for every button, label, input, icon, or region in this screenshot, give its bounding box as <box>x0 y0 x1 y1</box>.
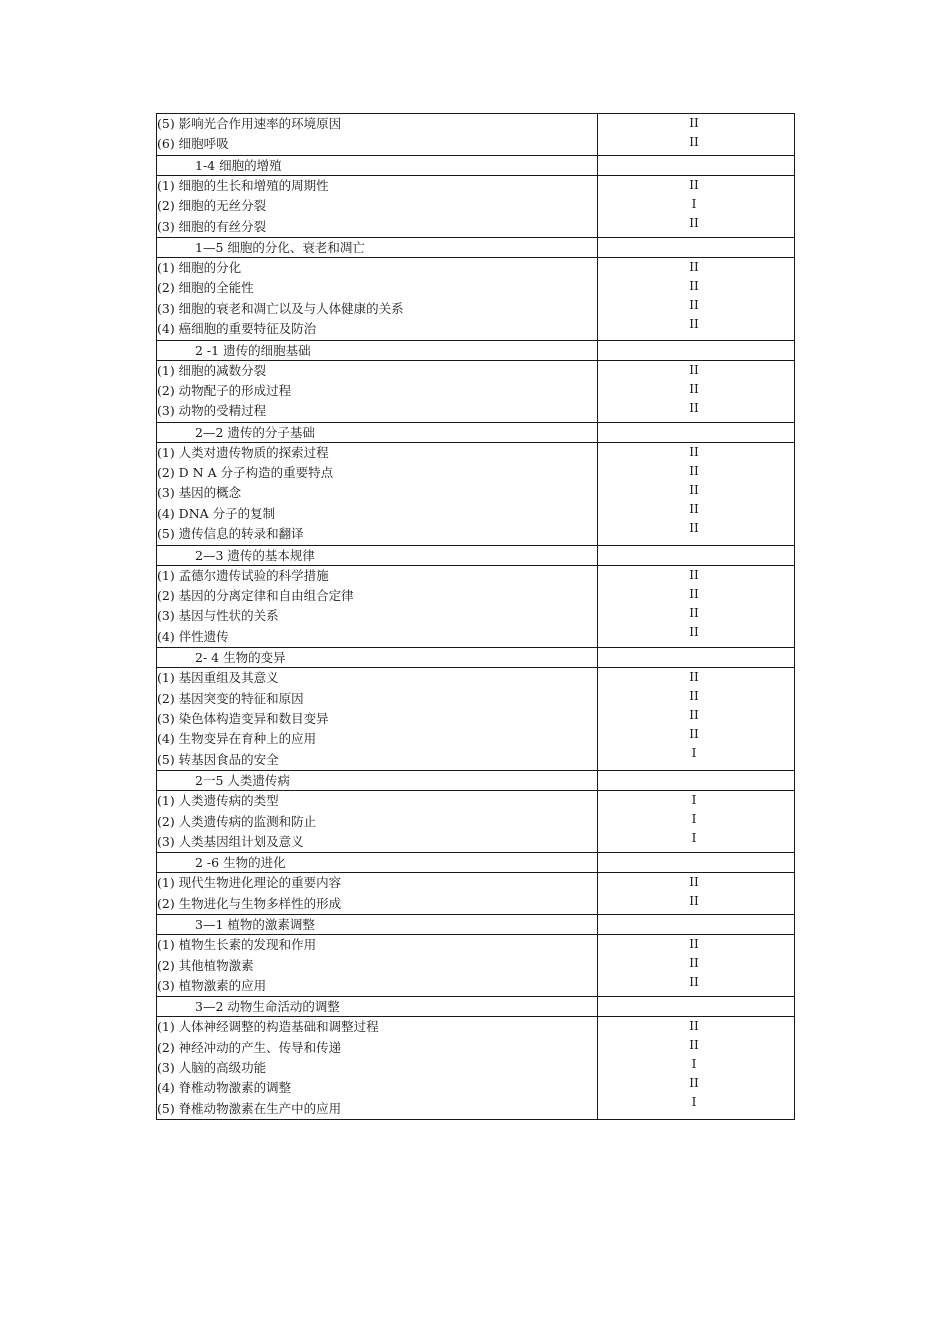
section-level-cell <box>598 915 795 935</box>
list-item: (3) 染色体构造变异和数目变异 <box>157 710 329 726</box>
list-item: (5) 遗传信息的转录和翻译 <box>157 526 304 542</box>
requirement-level: II <box>689 937 699 952</box>
level-list-cell <box>598 360 795 422</box>
requirement-level: II <box>689 1038 699 1053</box>
section-header-row <box>157 155 795 175</box>
requirement-level: II <box>689 708 699 723</box>
section-header-row <box>157 422 795 442</box>
item-list-cell <box>157 791 598 853</box>
level-list-cell <box>598 1017 795 1120</box>
requirement-level: II <box>689 975 699 990</box>
list-item: (4) 脊椎动物激素的调整 <box>157 1080 292 1096</box>
requirement-level: II <box>689 567 699 582</box>
requirement-level: II <box>689 956 699 971</box>
level-list-cell <box>598 257 795 340</box>
level-list-cell <box>598 114 795 156</box>
requirement-level: II <box>689 400 699 415</box>
list-item: (3) 人类基因组计划及意义 <box>157 833 304 849</box>
section-level-cell <box>598 648 795 668</box>
list-item: (3) 人脑的高级功能 <box>157 1060 267 1076</box>
level-list-cell <box>598 565 795 648</box>
list-item: (1) 细胞的减数分裂 <box>157 362 267 378</box>
list-item: (2) 人类遗传病的监测和防止 <box>157 813 317 829</box>
section-items-row <box>157 1017 795 1120</box>
item-list-cell <box>157 873 598 915</box>
requirement-level: II <box>689 177 699 192</box>
item-list-cell <box>157 360 598 422</box>
requirement-level: II <box>689 259 699 274</box>
section-header-row <box>157 915 795 935</box>
requirement-level: II <box>689 215 699 230</box>
item-list-cell <box>157 175 598 237</box>
section-level-cell <box>598 997 795 1017</box>
section-title: 3—2 动物生命活动的调整 <box>157 997 598 1017</box>
section-level-cell <box>598 340 795 360</box>
requirement-level: I <box>691 793 697 808</box>
section-header-row <box>157 853 795 873</box>
section-header-row <box>157 545 795 565</box>
list-item: (1) 孟德尔遗传试验的科学措施 <box>157 567 329 583</box>
section-title: 1-4 细胞的增殖 <box>157 155 598 175</box>
list-item: (3) 细胞的有丝分裂 <box>157 218 267 234</box>
list-item: (2) 基因的分离定律和自由组合定律 <box>157 588 354 604</box>
list-item: (1) 细胞的分化 <box>157 259 242 275</box>
list-item: (1) 人体神经调整的构造基础和调整过程 <box>157 1019 379 1035</box>
section-items-row <box>157 257 795 340</box>
item-list-cell <box>157 565 598 648</box>
requirement-level: II <box>689 586 699 601</box>
requirement-level: I <box>691 746 697 761</box>
requirement-level: II <box>689 362 699 377</box>
requirement-level: I <box>691 1057 697 1072</box>
requirement-level: II <box>689 520 699 535</box>
requirement-level: II <box>689 135 699 149</box>
section-title: 2- 4 生物的变异 <box>157 648 598 668</box>
requirement-level: I <box>691 1095 697 1110</box>
requirement-level: II <box>689 482 699 497</box>
list-item: (3) 细胞的衰老和凋亡以及与人体健康的关系 <box>157 300 404 316</box>
requirement-level: II <box>689 501 699 516</box>
requirement-level: II <box>689 689 699 704</box>
list-item: (4) 伴性遗传 <box>157 628 229 644</box>
syllabus-table <box>156 113 795 1120</box>
requirement-level: II <box>689 463 699 478</box>
list-item: (2) 其他植物激素 <box>157 957 254 973</box>
requirement-level: II <box>689 727 699 742</box>
level-list-cell <box>598 668 795 771</box>
list-item: (4) 生物变异在育种上的应用 <box>157 731 317 747</box>
requirement-level: II <box>689 116 699 130</box>
requirement-level: II <box>689 1076 699 1091</box>
list-item: (2) 生物进化与生物多样性的形成 <box>157 895 342 911</box>
requirement-level: II <box>689 316 699 331</box>
item-list-cell <box>157 1017 598 1120</box>
section-header-row <box>157 237 795 257</box>
level-list-cell <box>598 935 795 997</box>
list-item: (2) 基因突变的特征和原因 <box>157 690 304 706</box>
list-item: (2) 细胞的全能性 <box>157 280 254 296</box>
section-title: 2—2 遗传的分子基础 <box>157 422 598 442</box>
section-title: 2 -6 生物的进化 <box>157 853 598 873</box>
requirement-level: II <box>689 381 699 396</box>
section-items-row <box>157 791 795 853</box>
section-level-cell <box>598 545 795 565</box>
requirement-level: II <box>689 278 699 293</box>
list-item: (3) 植物激素的应用 <box>157 977 267 993</box>
level-list-cell <box>598 175 795 237</box>
list-item: (1) 现代生物进化理论的重要内容 <box>157 875 342 891</box>
list-item: (4) 癌细胞的重要特征及防治 <box>157 321 317 337</box>
list-item: (2) D N A 分子构造的重要特点 <box>157 465 334 481</box>
requirement-level: II <box>689 624 699 639</box>
syllabus-table-body <box>157 114 795 1120</box>
list-item: (1) 人类对遗传物质的探索过程 <box>157 444 329 460</box>
requirement-level: II <box>689 297 699 312</box>
section-header-row <box>157 771 795 791</box>
list-item: (3) 基因的概念 <box>157 485 242 501</box>
requirement-level: I <box>691 812 697 827</box>
item-list-cell <box>157 257 598 340</box>
section-header-row <box>157 340 795 360</box>
item-list-cell <box>157 114 598 156</box>
section-items-row <box>157 360 795 422</box>
list-item: (4) DNA 分子的复制 <box>157 505 276 521</box>
section-level-cell <box>598 155 795 175</box>
list-item: (5) 影响光合作用速率的环境原因 <box>157 116 342 131</box>
list-item: (6) 细胞呼吸 <box>157 136 229 152</box>
section-level-cell <box>598 853 795 873</box>
item-list-cell <box>157 668 598 771</box>
section-items-row <box>157 565 795 648</box>
requirement-level: II <box>689 894 699 909</box>
section-title: 2一5 人类遗传病 <box>157 771 598 791</box>
list-item: (1) 基因重组及其意义 <box>157 670 279 686</box>
section-items-row <box>157 935 795 997</box>
section-header-row <box>157 997 795 1017</box>
section-items-row <box>157 668 795 771</box>
list-item: (3) 基因与性状的关系 <box>157 608 279 624</box>
item-list-cell <box>157 935 598 997</box>
section-title: 3—1 植物的激素调整 <box>157 915 598 935</box>
level-list-cell <box>598 873 795 915</box>
section-title: 2—3 遗传的基本规律 <box>157 545 598 565</box>
item-list-cell <box>157 442 598 545</box>
section-title: 2 -1 遗传的细胞基础 <box>157 340 598 360</box>
requirement-level: II <box>689 444 699 459</box>
requirement-level: II <box>689 605 699 620</box>
list-item: (5) 脊椎动物激素在生产中的应用 <box>157 1100 342 1116</box>
section-items-row <box>157 175 795 237</box>
requirement-level: II <box>689 1019 699 1034</box>
section-title: 1—5 细胞的分化、衰老和凋亡 <box>157 237 598 257</box>
list-item: (2) 动物配子的形成过程 <box>157 382 292 398</box>
section-level-cell <box>598 771 795 791</box>
requirement-level: II <box>689 670 699 685</box>
list-item: (2) 神经冲动的产生、传导和传递 <box>157 1039 342 1055</box>
section-level-cell <box>598 422 795 442</box>
requirement-level: I <box>691 196 697 211</box>
list-item: (1) 人类遗传病的类型 <box>157 793 279 809</box>
section-items-row <box>157 114 795 156</box>
level-list-cell <box>598 442 795 545</box>
list-item: (1) 细胞的生长和增殖的周期性 <box>157 177 329 193</box>
section-level-cell <box>598 237 795 257</box>
list-item: (2) 细胞的无丝分裂 <box>157 198 267 214</box>
level-list-cell <box>598 791 795 853</box>
list-item: (1) 植物生长素的发现和作用 <box>157 937 317 953</box>
section-header-row <box>157 648 795 668</box>
requirement-level: I <box>691 831 697 846</box>
requirement-level: II <box>689 875 699 890</box>
list-item: (3) 动物的受精过程 <box>157 403 267 419</box>
section-items-row <box>157 442 795 545</box>
list-item: (5) 转基因食品的安全 <box>157 751 279 767</box>
section-items-row <box>157 873 795 915</box>
